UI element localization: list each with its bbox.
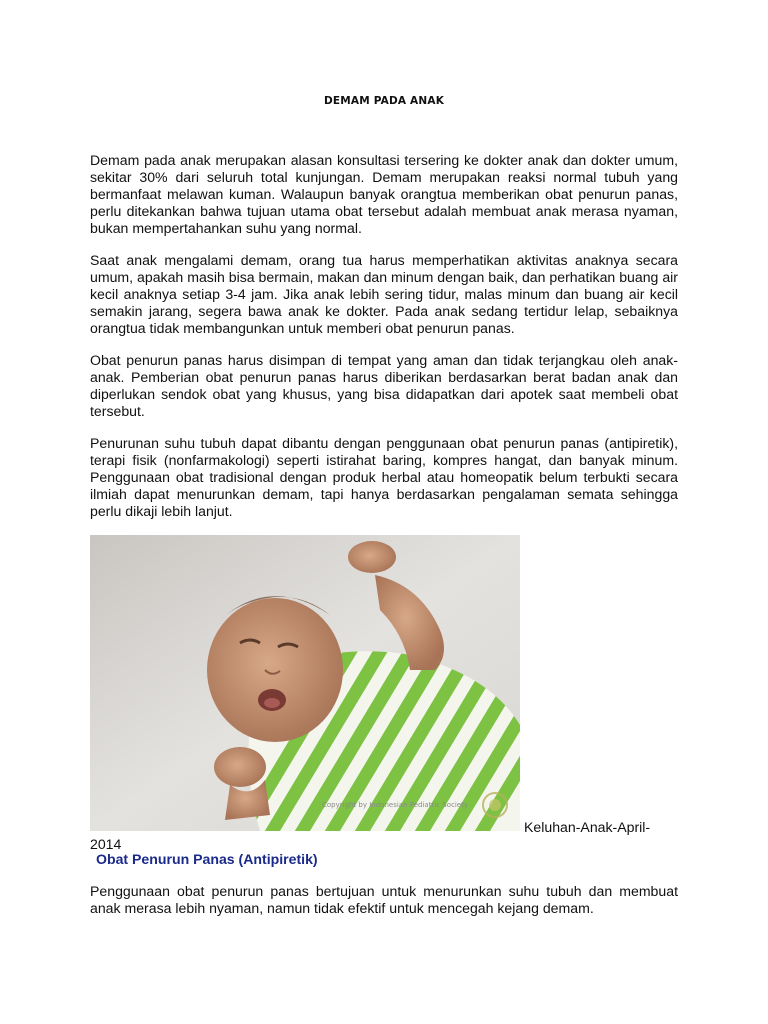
- paragraph-treatment: Penurunan suhu tubuh dapat dibantu dengan penggunaan obat penurun panas (antipiretik), terapi fisik (nonfarmakologi) seperti istirahat baring, kompres hangat, dan banyak minum. Penggunaan obat tradisional dengan produk herbal atau homeopatik belum terbukti secara ilmiah dapat menurunkan demam, tapi hanya berdasarkan pengalaman semata sehingga perlu dikaji lebih lanjut.: [90, 435, 678, 519]
- page-title: DEMAM PADA ANAK: [323, 95, 445, 107]
- paragraph-storage: Obat penurun panas harus disimpan di tempat yang aman dan tidak terjangkau oleh anak-anak. Pemberian obat penurun panas harus diberikan berdasarkan berat badan anak dan diperlukan sendok obat yang khusus, yang bisa didapatkan dari apotek saat membeli obat tersebut.: [90, 352, 678, 419]
- crying-baby-photo: [90, 535, 520, 831]
- paragraph-observation: Saat anak mengalami demam, orang tua harus memperhatikan aktivitas anaknya secara umum, apakah masih bisa bermain, makan dan minum dengan baik, dan perhatikan buang air kecil anaknya setiap 3-4 jam. Jika anak lebih sering tidur, malas minum dan buang air kecil semakin jarang, segera bawa anak ke dokter. Pada anak sedang tertidur lelap, sebaiknya orangtua tidak membangunkan untuk memberi obat penurun panas.: [90, 252, 678, 336]
- image-caption-part1: Keluhan-Anak-April-: [524, 819, 651, 835]
- paragraph-intro: Demam pada anak merupakan alasan konsultasi tersering ke dokter anak dan dokter umum, sekitar 30% dari seluruh total kunjungan. Demam merupakan reaksi normal tubuh yang bermanfaat melawan kuman. Walaupun banyak orangtua memberikan obat penurun panas, perlu ditekankan bahwa tujuan utama obat tersebut adalah membuat anak merasa nyaman, bukan mempertahankan suhu yang normal.: [90, 152, 678, 236]
- paragraph-antipiretik: Penggunaan obat penurun panas bertujuan untuk menurunkan suhu tubuh dan membuat anak merasa lebih nyaman, namun tidak efektif untuk mencegah kejang demam.: [90, 883, 678, 916]
- image-caption-part2: 2014: [90, 836, 122, 852]
- photo-copyright: Copyright by Indonesian Pediatric Society: [322, 801, 469, 809]
- section-heading-antipiretik: Obat Penurun Panas (Antipiretik): [96, 851, 318, 867]
